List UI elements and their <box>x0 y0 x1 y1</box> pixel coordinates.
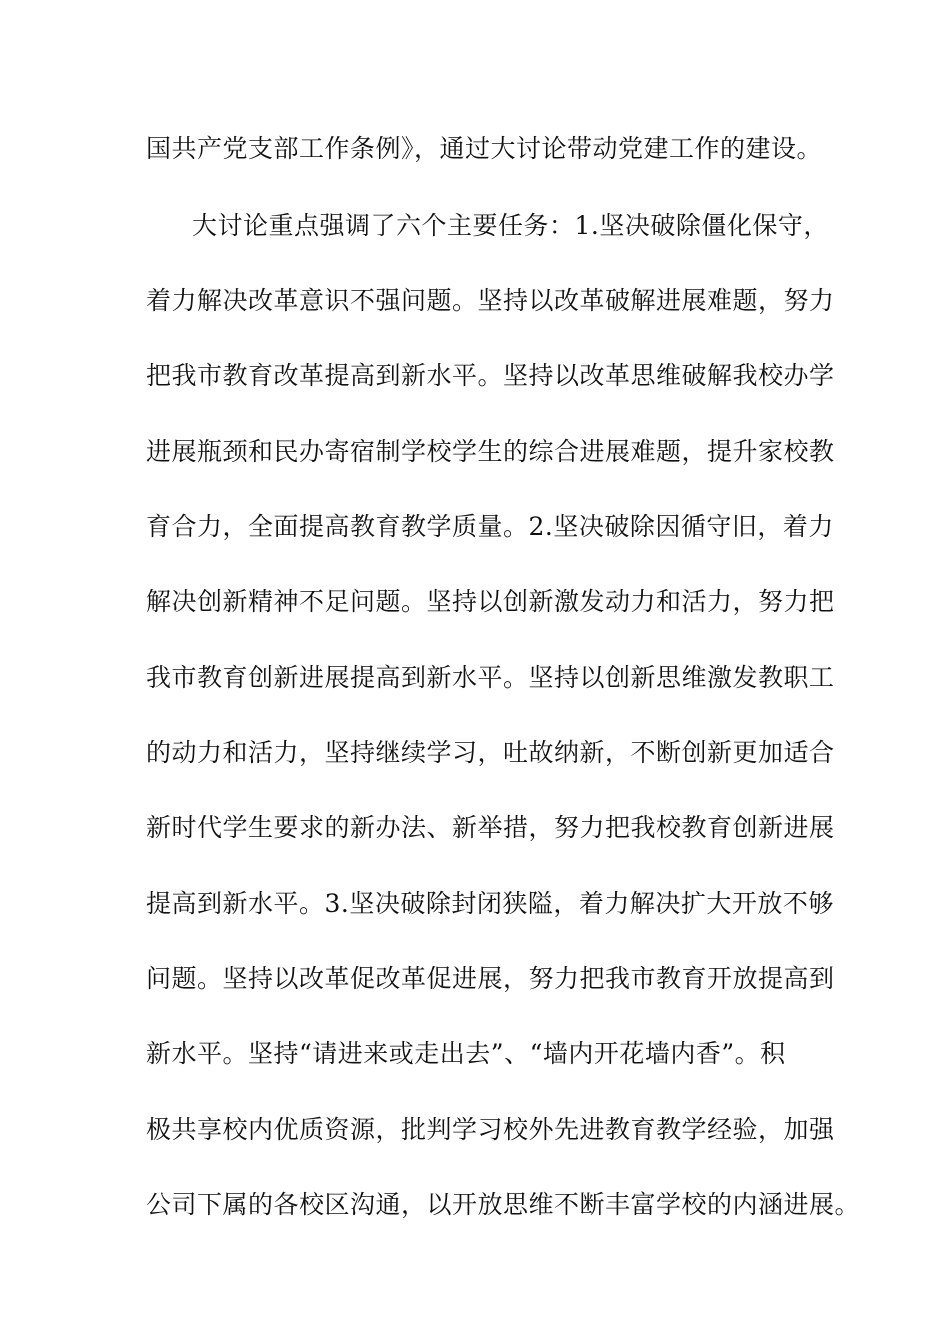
text-line: 我市教育创新进展提高到新水平。坚持以创新思维激发教职工 <box>146 663 835 692</box>
text-line: 国共产党支部工作条例》，通过大讨论带动党建工作的建设。 <box>146 134 823 163</box>
text-line: 新时代学生要求的新办法、新举措，努力把我校教育创新进展 <box>146 813 835 842</box>
text-line: 公司下属的各校区沟通，以开放思维不断丰富学校的内涵进展。 <box>146 1190 861 1219</box>
text-line: 育合力，全面提高教育教学质量。2.坚决破除因循守旧，着力 <box>146 512 834 541</box>
text-line: 极共享校内优质资源，批判学习校外先进教育教学经验，加强 <box>146 1115 835 1144</box>
text-line: 新水平。坚持“请进来或走出去”、“墙内开花墙内香”。积 <box>146 1039 786 1068</box>
text-line: 的动力和活力，坚持继续学习，吐故纳新，不断创新更加适合 <box>146 738 835 767</box>
text-line: 着力解决改革意识不强问题。坚持以改革破解进展难题，努力 <box>146 286 835 315</box>
text-line: 进展瓶颈和民办寄宿制学校学生的综合进展难题，提升家校教 <box>146 437 835 466</box>
text-line: 解决创新精神不足问题。坚持以创新激发动力和活力，努力把 <box>146 587 835 616</box>
text-line: 问题。坚持以改革促改革促进展，努力把我市教育开放提高到 <box>146 964 835 993</box>
text-line: 把我市教育改革提高到新水平。坚持以改革思维破解我校办学 <box>146 361 835 390</box>
text-line: 提高到新水平。3.坚决破除封闭狭隘，着力解决扩大开放不够 <box>146 889 834 918</box>
text-line: 大讨论重点强调了六个主要任务：1.坚决破除僵化保守， <box>192 211 829 240</box>
